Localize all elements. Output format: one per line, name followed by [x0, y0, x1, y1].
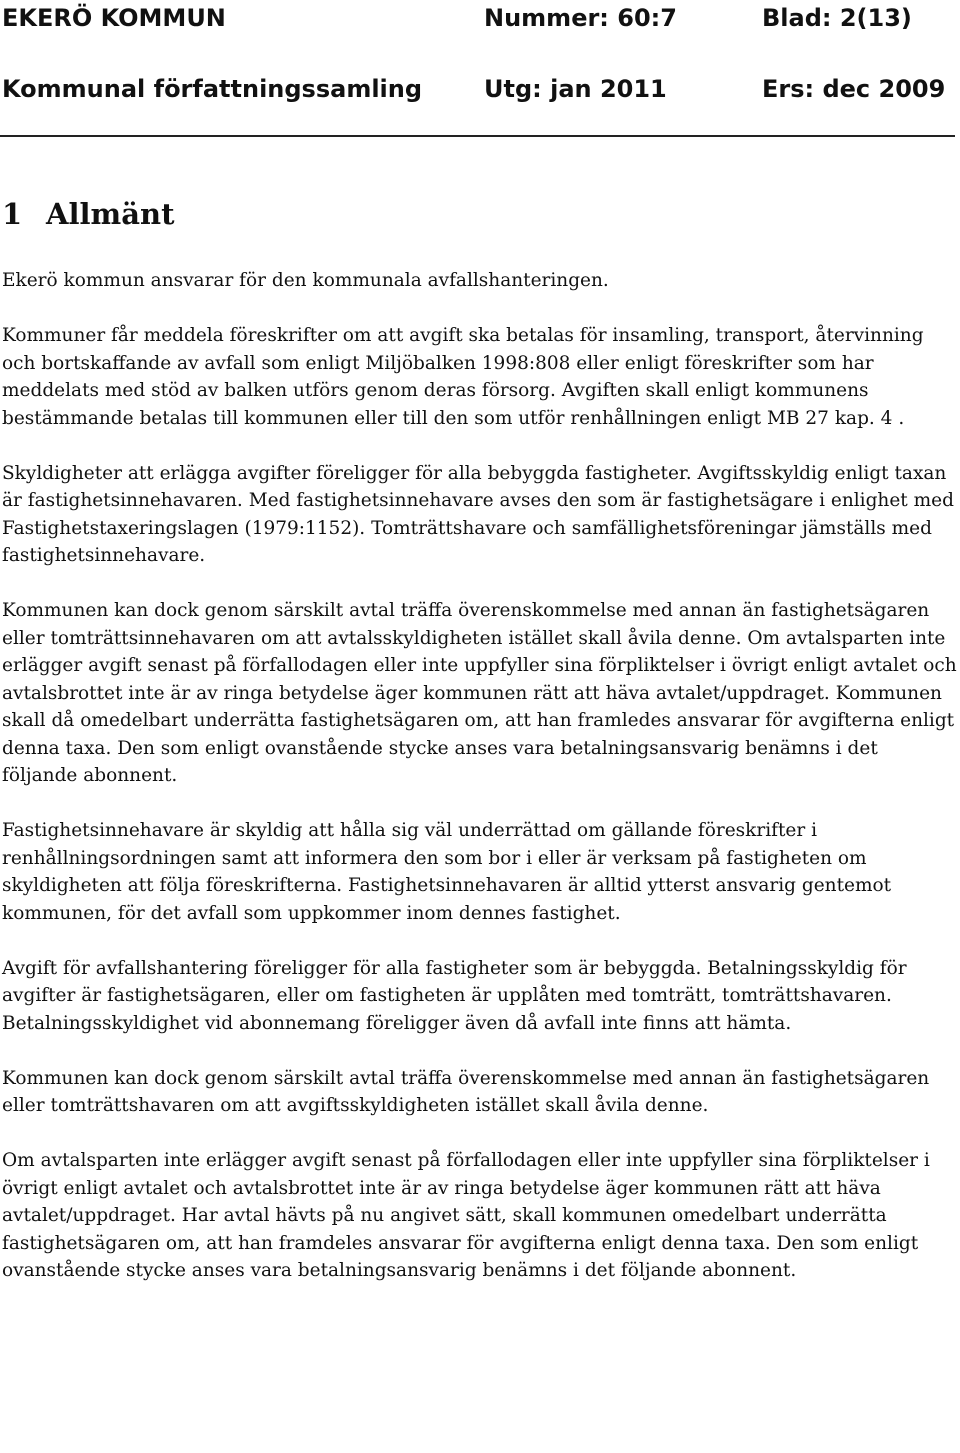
issue-date: Utg: jan 2011 [484, 75, 667, 103]
header-divider [0, 135, 955, 137]
paragraph: Kommunen kan dock genom särskilt avtal träffa överenskommelse med annan än fastighetsägaren eller tomträttshavaren om att avgiftsskyldigheten istället skall åvila denne. [2, 1067, 930, 1116]
section-heading [2, 192, 175, 236]
paragraph: Avgift för avfallshantering föreligger för alla fastigheter som är bebyggda. Betalningsskyldig för avgifter är fastighetsägaren, eller om fastigheten är upplåten med tomträtt, tomträttshavaren. Betalningsskyldighet vid abonnemang föreligger även då avfall inte finns att hämta. [2, 957, 907, 1034]
section-number: 1 [2, 197, 23, 231]
paragraph: Om avtalsparten inte erlägger avgift senast på förfallodagen eller inte uppfyller sina förpliktelser i övrigt enligt avtalet och avtalsbrottet inte är av ringa betydelse äger kommunen rätt att häva avtalet/uppdraget. Har avtal hävts på nu angivet sätt, skall kommunen omedelbart underrätta fastighetsägaren om, att han framdeles ansvarar för avgifterna enligt denna taxa. Den som enligt ovanstående stycke anses vara betalningsansvarig benämns i det följande abonnent. [2, 1150, 930, 1281]
collection-name: Kommunal författningssamling [2, 75, 423, 103]
section-body [2, 267, 957, 1285]
section-title: Allmänt [46, 197, 175, 231]
document-header-row-2 [0, 71, 960, 107]
paragraph: Fastighetsinnehavare är skyldig att hålla sig väl underrättad om gällande föreskrifter i renhållningsordningen samt att informera den som bor i eller är verksam på fastigheten om skyldigheten att följa föreskrifterna. Fastighetsinnehavaren är alltid ytterst ansvarig gentemot kommunen, för det avfall som uppkommer inom dennes fastighet. [2, 820, 892, 924]
paragraph: Kommunen kan dock genom särskilt avtal träffa överenskommelse med annan än fastighetsägaren eller tomträttsinnehavaren om att avtalsskyldigheten istället skall åvila denne. Om avtalsparten inte erlägger avgift senast på förfallodagen eller inte uppfyller sina förpliktelser i övrigt enligt avtalet och avtalsbrottet inte är av ringa betydelse äger kommunen rätt att häva avtalet/uppdraget. Kommunen skall då omedelbart underrätta fastighetsägaren om, att han framledes ansvarar för avgifterna enligt denna taxa. Den som enligt ovanstående stycke anses vara betalningsansvarig benämns i det följande abonnent. [2, 600, 957, 786]
paragraph: Ekerö kommun ansvarar för den kommunala avfallshanteringen. [2, 270, 609, 291]
replaces-date: Ers: dec 2009 [762, 75, 946, 103]
document-number: Nummer: 60:7 [484, 4, 677, 32]
sheet-number: Blad: 2(13) [762, 4, 912, 32]
paragraph: Kommuner får meddela föreskrifter om att avgift ska betalas för insamling, transport, återvinning och bortskaffande av avfall som enligt Miljöbalken 1998:808 eller enligt föreskrifter som har meddelats med stöd av balken utförs genom deras försorg. Avgiften skall enligt kommunens bestämmande betalas till kommunen eller till den som utför renhållningen enligt MB 27 kap. 4 . [2, 325, 924, 429]
paragraph: Skyldigheter att erlägga avgifter föreligger för alla bebyggda fastigheter. Avgiftsskyldig enligt taxan är fastighetsinnehavaren. Med fastighetsinnehavare avses den som är fastighetsägare i enlighet med Fastighetstaxeringslagen (1979:1152). Tomträttshavare och samfällighetsföreningar jämställs med fastighetsinnehavare. [2, 462, 954, 566]
document-header-row-1 [0, 0, 960, 36]
organization-name: EKERÖ KOMMUN [2, 4, 226, 32]
